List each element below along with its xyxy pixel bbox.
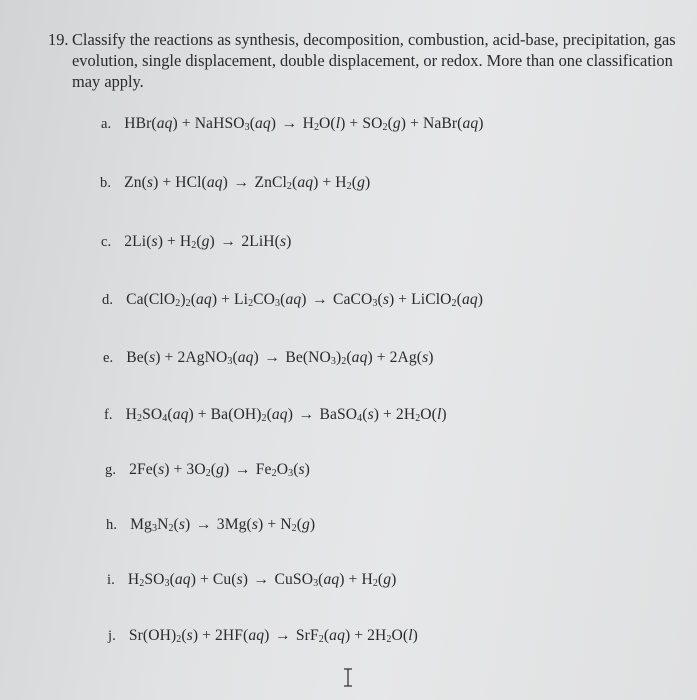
reaction-equation: $Sr(OH)_2(s) + 2HF(aq)$ → $SrF_2(aq) + 2H_2O(l)$: [128, 627, 418, 645]
reaction-equation: HBr(aq) + NaHSO$_3$(aq) → $H_2O(l) + SO_2(g)$ + NaBr(aq): [124, 115, 484, 133]
reaction-letter: e.: [103, 350, 114, 366]
reaction-b: [100, 174, 370, 192]
reaction-letter: i.: [107, 572, 115, 588]
reaction-equation: $Ca(ClO_2)_2(aq) + Li_2CO_3(aq)$ → CaCO$_3$(s) + LiClO$_2$(aq): [126, 291, 484, 309]
reaction-equation: $Mg_3N_2(s)$ → $3Mg(s) + N_2(g)$: [130, 516, 316, 534]
question-number: 19.: [48, 30, 69, 49]
reaction-e: [103, 349, 434, 367]
reaction-j: [108, 627, 418, 645]
reaction-equation: Zn(s) + HCl(aq) → ZnCl$_2$(aq) + $H_2(g)$: [124, 174, 371, 192]
reaction-equation: $H_2SO_4(aq) + Ba(OH)_2(aq)$ → BaSO$_4$(s) + $2H_2O(l)$: [125, 406, 447, 424]
reaction-c: [101, 233, 291, 251]
question-prompt: Classify the reactions as synthesis, decomposition, combustion, acid-base, precipitation, gas evolution, single displacement, double displacement, or redox. More than one classification may apply.: [72, 30, 676, 91]
reaction-letter: c.: [101, 234, 112, 250]
reaction-equation: $2Fe(s) + 3O_2(g)$ → $Fe_2O_3(s)$: [129, 461, 310, 479]
reaction-a: [101, 115, 484, 133]
reaction-letter: d.: [102, 292, 114, 308]
reaction-d: [102, 291, 483, 309]
reaction-i: [107, 571, 396, 589]
reaction-letter: j.: [108, 628, 116, 644]
reaction-letter: b.: [100, 175, 112, 191]
reaction-f: [104, 406, 447, 424]
reaction-letter: h.: [106, 517, 118, 533]
reaction-equation: $H_2SO_3(aq) + Cu(s)$ → CuSO$_3$(aq) + $H_2(g)$: [127, 571, 397, 589]
reaction-letter: g.: [105, 462, 117, 478]
reaction-equation: $2Li(s) + H_2(g)$ → 2LiH(s): [124, 233, 292, 251]
question-19: [48, 29, 684, 92]
reaction-g: [105, 461, 310, 479]
reaction-letter: f.: [104, 407, 113, 423]
reaction-letter: a.: [101, 116, 112, 132]
reaction-h: [106, 516, 315, 534]
reaction-equation: Be(s) + 2AgNO$_3$(aq) → $Be(NO_3)_2(aq) + 2Ag(s)$: [126, 349, 434, 367]
text-cursor-icon: [342, 668, 354, 687]
